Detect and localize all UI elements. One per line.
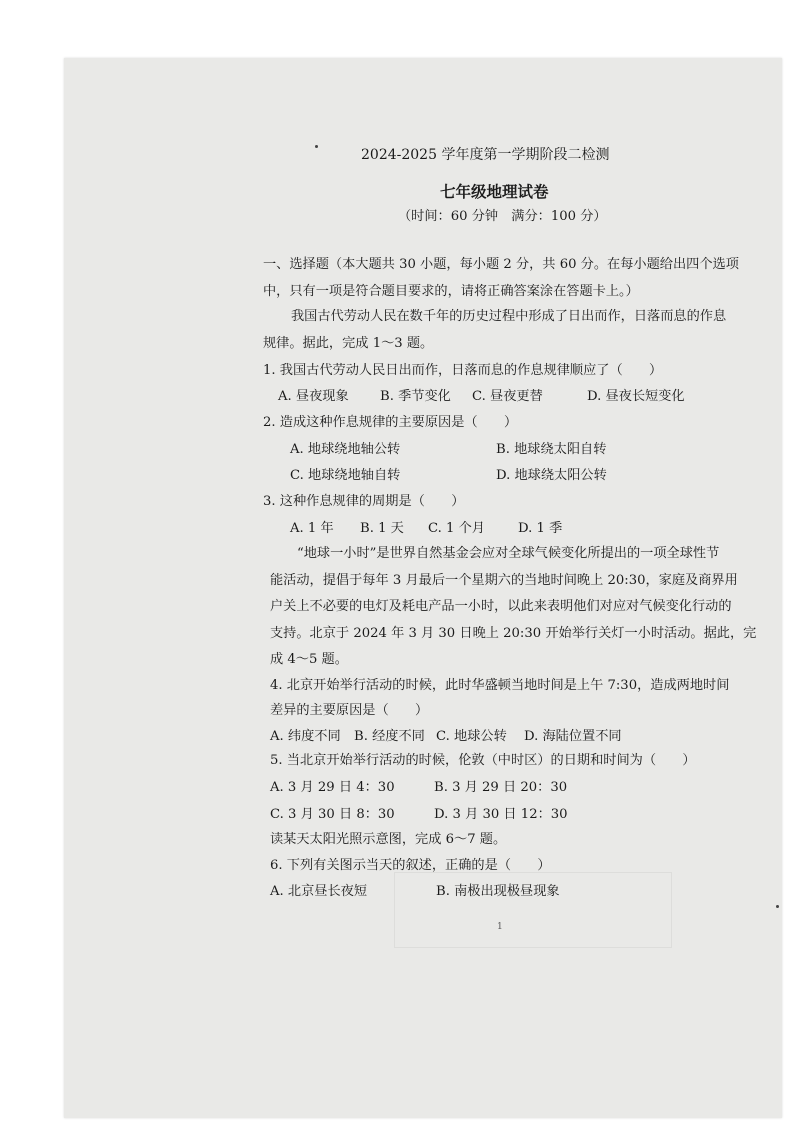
- question-stem: 差异的主要原因是（ ）: [270, 703, 429, 718]
- option-d: D. 海陆位置不同: [524, 729, 622, 744]
- option-c: C. 昼夜更替: [472, 389, 543, 404]
- option-c: C. 1 个月: [428, 521, 485, 536]
- option-b: B. 1 天: [360, 521, 404, 536]
- question-stem: 4. 北京开始举行活动的时候，此时华盛顿当地时间是上午 7:30，造成两地时间: [270, 678, 730, 693]
- question-stem: 1. 我国古代劳动人民日出而作，日落而息的作息规律顺应了（ ）: [263, 363, 663, 378]
- option-c: C. 3 月 30 日 8：30: [270, 807, 395, 822]
- option-b: B. 3 月 29 日 20：30: [434, 780, 568, 795]
- option-b: B. 地球绕太阳自转: [496, 442, 607, 457]
- option-c: C. 地球公转: [436, 729, 507, 744]
- option-d: D. 地球绕太阳公转: [496, 468, 607, 483]
- passage-line: 规律。据此，完成 1～3 题。: [263, 336, 434, 351]
- option-c: C. 地球绕地轴自转: [290, 468, 401, 483]
- passage-line: 户关上不必要的电灯及耗电产品一小时，以此来表明他们对应对气候变化行动的: [270, 599, 732, 614]
- passage-line: 读某天太阳光照示意图，完成 6～7 题。: [270, 832, 507, 847]
- option-a: A. 3 月 29 日 4：30: [270, 780, 395, 795]
- option-d: D. 昼夜长短变化: [587, 389, 685, 404]
- exam-meta: （时间：60 分钟 满分：100 分）: [398, 209, 607, 224]
- option-b: B. 经度不同: [354, 729, 425, 744]
- page-number: 1: [497, 922, 503, 932]
- option-a: A. 昼夜现象: [278, 389, 349, 404]
- passage-line: 能活动，提倡于每年 3 月最后一个星期六的当地时间晚上 20:30，家庭及商界用: [270, 573, 738, 588]
- option-a: A. 纬度不同: [270, 729, 341, 744]
- option-a: A. 地球绕地轴公转: [290, 442, 401, 457]
- option-a: A. 北京昼长夜短: [270, 884, 368, 899]
- scan-speck: [776, 905, 779, 908]
- question-stem: 6. 下列有关图示当天的叙述，正确的是（ ）: [270, 858, 551, 873]
- question-stem: 3. 这种作息规律的周期是（ ）: [263, 494, 465, 509]
- passage-line: 成 4～5 题。: [270, 652, 348, 667]
- question-stem: 2. 造成这种作息规律的主要原因是（ ）: [263, 415, 518, 430]
- option-b: B. 季节变化: [380, 389, 451, 404]
- passage-line: 我国古代劳动人民在数千年的历史过程中形成了日出而作，日落而息的作息: [291, 309, 727, 324]
- question-stem: 5. 当北京开始举行活动的时候，伦敦（中时区）的日期和时间为（ ）: [270, 753, 696, 768]
- section-intro-line: 中，只有一项是符合题目要求的，请将正确答案涂在答题卡上。）: [263, 284, 639, 299]
- option-a: A. 1 年: [290, 521, 334, 536]
- exam-subtitle: 七年级地理试卷: [440, 182, 549, 201]
- scan-speck: [315, 145, 318, 148]
- passage-line: “地球一小时”是世界自然基金会应对全球气候变化所提出的一项全球性节: [297, 546, 720, 561]
- section-intro-line: 一、选择题（本大题共 30 小题，每小题 2 分，共 60 分。在每小题给出四个选项: [263, 257, 739, 272]
- option-b: B. 南极出现极昼现象: [436, 884, 560, 899]
- option-d: D. 3 月 30 日 12：30: [434, 807, 568, 822]
- option-d: D. 1 季: [518, 521, 563, 536]
- passage-line: 支持。北京于 2024 年 3 月 30 日晚上 20:30 开始举行关灯一小时活动。据此，完: [270, 626, 757, 641]
- exam-title: 2024-2025 学年度第一学期阶段二检测: [361, 147, 610, 163]
